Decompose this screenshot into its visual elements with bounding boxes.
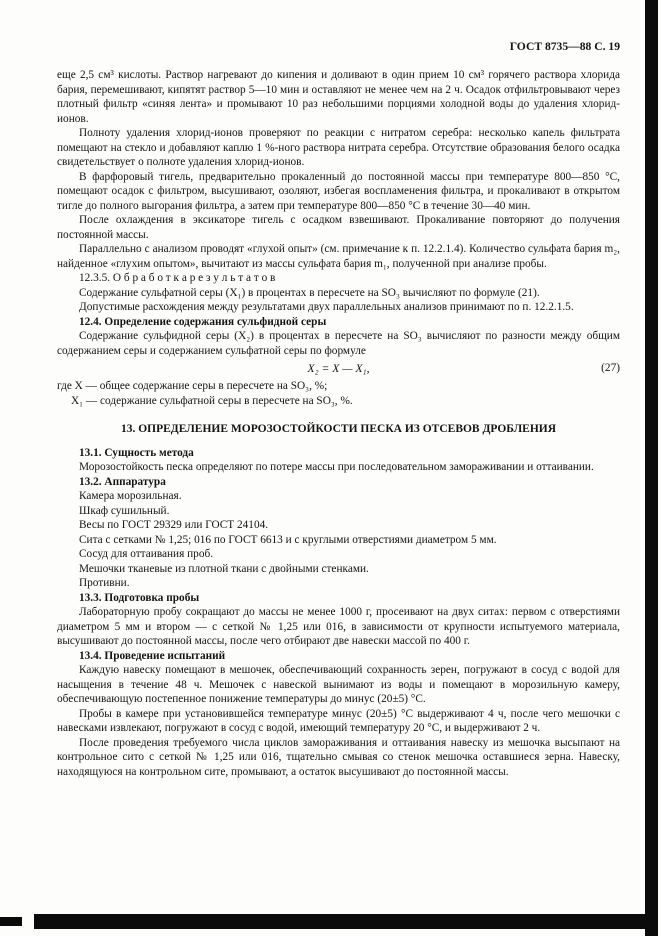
paragraph: Содержание сульфатной серы (X₁) в процентах в пересчете на SO₃ вычисляют по формуле (21). xyxy=(79,286,540,299)
paragraph: После охлаждения в эксикаторе тигель с осадком взвешивают. Прокаливание повторяют до получения постоянной массы. xyxy=(57,214,620,241)
paragraph: Содержание сульфидной серы (X₂) в процентах в пересчете на SO₃ вычисляют по разности между общим содержанием серы и содержанием сульфатной серы по формуле xyxy=(57,330,620,357)
paragraph: Полноту удаления хлорид-ионов проверяют по реакции с нитратом серебра: несколько капель фильтрата помещают на стекло и добавляют каплю 1 %-ного раствора нитрата серебра. Отсутствие образования белого осадка свидетельствует о полноте удаления хлорид-ионов. xyxy=(57,127,620,168)
list-item-apparatus: Мешочки тканевые из плотной ткани с двойными стенками. xyxy=(79,562,369,575)
subsection-heading-13-3: 13.3. Подготовка пробы xyxy=(79,591,200,604)
formula-expression: X₂ = X — X₁, xyxy=(307,362,370,375)
list-item-apparatus: Шкаф сушильный. xyxy=(79,504,170,517)
paragraph: Лабораторную пробу сокращают до массы не менее 1000 г, просеивают на двух ситах: первом с отверстиями диаметром 5 мм и втором — с сеткой № 1,25 или 016, в зависимости от крупности испытуемого материала, высушивают до постоянной массы, после чего отбирают две навески массой по 400 г. xyxy=(57,606,620,647)
paragraph: Параллельно с анализом проводят «глухой опыт» (см. примечание к п. 12.2.1.4). Количество сульфата бария m₂, найденное «глухим опытом», вычитают из массы сульфата бария m₁, полученной при анализе пробы. xyxy=(57,243,620,270)
paragraph: Допустимые расхождения между результатами двух параллельных анализов принимают по п. 12.2.1.5. xyxy=(79,301,574,313)
scan-artifact-bottom-bar xyxy=(34,914,658,929)
subsection-heading-12-4: 12.4. Определение содержания сульфидной серы xyxy=(79,315,327,328)
section-13-heading: 13. ОПРЕДЕЛЕНИЕ МОРОЗОСТОЙКОСТИ ПЕСКА ИЗ ОТСЕВОВ ДРОБЛЕНИЯ xyxy=(120,423,557,435)
scan-artifact-right-bar xyxy=(645,0,658,936)
page-content xyxy=(57,40,620,779)
subsection-heading-13-4: 13.4. Проведение испытаний xyxy=(79,649,226,662)
formula-legend-line: X₁ — содержание сульфатной серы в пересчете на SO₃, %. xyxy=(71,394,353,407)
page-header-gost-number: ГОСТ 8735—88 С. 19 xyxy=(509,40,620,53)
scan-artifact-corner-mark xyxy=(0,917,22,926)
subsection-heading-13-2: 13.2. Аппаратура xyxy=(79,475,166,488)
paragraph: В фарфоровый тигель, предварительно прокаленный до постоянной массы при температуре 800—850 °С, помещают осадок с фильтром, высушивают, озоляют, избегая воспламенения фильтра, и прокаливают в открытом тигле до полного выгорания фильтра, а затем при температуре 800—850 °С в течение 30—40 мин. xyxy=(57,170,620,212)
subsection-heading-12-3-5: 12.3.5. О б р а б о т к а р е з у л ь т а т о в xyxy=(79,272,276,284)
paragraph: еще 2,5 см³ кислоты. Раствор нагревают до кипения и доливают в один прием 10 см³ горячего раствора хлорида бария, перемешивают, кипятят раствор 5—10 мин и оставляют не менее чем на 2 ч. Осадок отфильтровывают через плотный фильтр «синяя лента» и промывают 10 раз небольшими порциями холодной воды до удаления хлорид-ионов. xyxy=(57,69,620,125)
formula-number: (27) xyxy=(601,362,620,374)
list-item-apparatus: Противни. xyxy=(79,577,130,589)
list-item-apparatus: Сита с сетками № 1,25; 016 по ГОСТ 6613 и с круглыми отверстиями диаметром 5 мм. xyxy=(79,533,497,546)
formula-27 xyxy=(57,361,620,376)
list-item-apparatus: Весы по ГОСТ 29329 или ГОСТ 24104. xyxy=(79,519,269,531)
list-item-apparatus: Сосуд для оттаивания проб. xyxy=(79,548,214,560)
subsection-heading-13-1: 13.1. Сущность метода xyxy=(79,446,194,459)
formula-legend-line: где X — общее содержание серы в пересчете на SO₃, %; xyxy=(57,380,328,392)
paragraph: Морозостойкость песка определяют по потере массы при последовательном замораживании и оттаивании. xyxy=(79,461,594,473)
list-item-apparatus: Камера морозильная. xyxy=(79,490,182,502)
paragraph: Каждую навеску помещают в мешочек, обеспечивающий сохранность зерен, погружают в сосуд с водой для насыщения в течение 48 ч. Мешочек с навеской вынимают из воды и помещают в морозильную камеру, обеспечивающую постепенное понижение температуры до минус (20±5) °С. xyxy=(57,664,620,705)
paragraph: После проведения требуемого числа циклов замораживания и оттаивания навеску из мешочка высыпают на контрольное сито с сеткой № 1,25 или 016, тщательно смывая со стенок мешочка оставшиеся зерна. Навеску, находящуюся на контрольном сите, промывают, а остаток высушивают до постоянной массы. xyxy=(57,736,620,778)
paragraph: Пробы в камере при установившейся температуре минус (20±5) °С выдерживают 4 ч, после чего мешочки с навесками извлекают, погружают в сосуд с водой, имеющий температуру 20 °С, и выдерживают 2 ч. xyxy=(57,707,620,734)
